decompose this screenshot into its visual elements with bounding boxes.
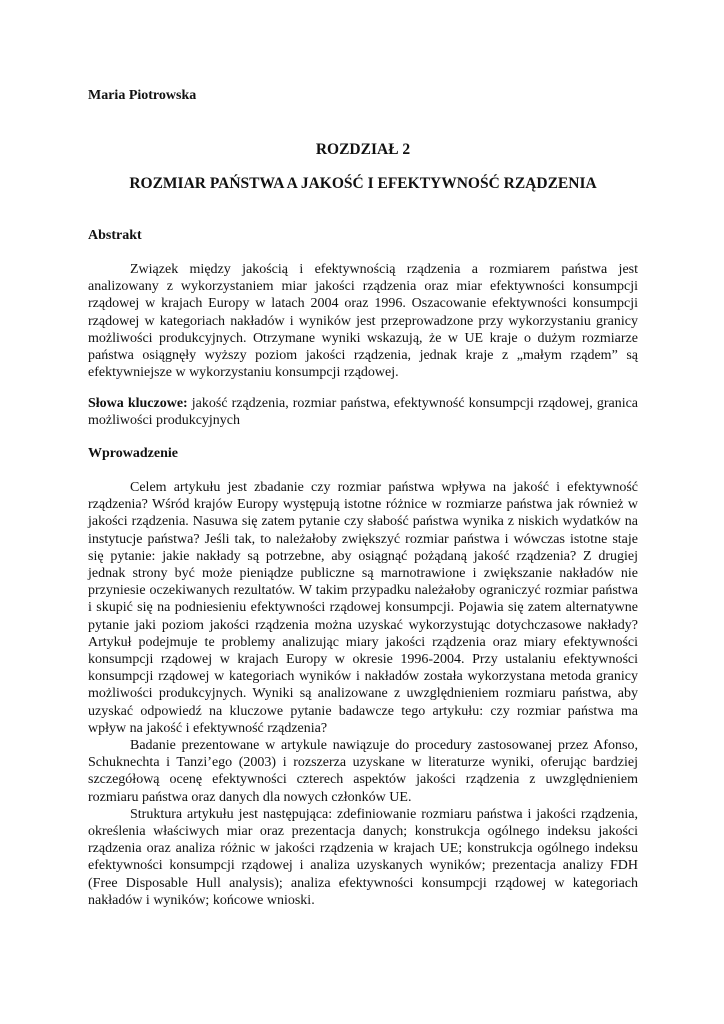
keywords-paragraph xyxy=(88,395,638,429)
abstract-text: Związek między jakością i efektywnością rządzenia a rozmiarem państwa jest analizowany z wykorzystaniem miar jakości rządzenia oraz miar efektywności konsumpcji rządowej w krajach Europy w latach 2004 oraz 1996. Oszacowanie efektywności konsumpcji rządowej w kategoriach nakładów i wyników jest przeprowadzone przy wykorzystaniu granicy możliwości produkcyjnych. Otrzymane wyniki wskazują, że w UE kraje o dużym rozmiarze państwa osiągnęły wyższy poziom jakości rządzenia, jednak kraje z „małym rządem” są efektywniejsze w wykorzystaniu konsumpcji rządowej. xyxy=(88,262,638,381)
intro-paragraph-2: Badanie prezentowane w artykule nawiązuje do procedury zastosowanej przez Afonso, Schuknechta i Tanzi’ego (2003) i rozszerza uzyskane w literaturze wyniki, oferując bardziej szczegółową ocenę efektywności czterech aspektów jakości rządzenia z uwzględnieniem rozmiaru państwa oraz danych dla nowych członków UE. xyxy=(88,738,638,805)
author-name: Maria Piotrowska xyxy=(88,88,197,103)
chapter-label: ROZDZIAŁ 2 xyxy=(315,141,411,158)
intro-paragraph-3: Struktura artykułu jest następująca: zdefiniowanie rozmiaru państwa i jakości rządzenia, określenia właściwych miar oraz prezentacja danych; konstrukcja ogólnego indeksu jakości rządzenia oraz analiza różnic w jakości rządzenia w krajach UE; konstrukcja ogólnego indeksu efektywności konsumpcji rządowej i analiza uzyskanych wyników; prezentacja analizy FDH (Free Disposable Hull analysis); analiza efektywności konsumpcji rządowej w kategoriach nakładów i wyników; końcowe wnioski. xyxy=(88,806,638,908)
intro-paragraph-1: Celem artykułu jest zbadanie czy rozmiar państwa wpływa na jakość i efektywność rządzenia? Wśród krajów Europy występują istotne różnice w rozmiarze państwa jak również w jakości rządzenia. Nasuwa się zatem pytanie czy słabość państwa wynika z niskich wydatków na instytucje państwa? Jeśli tak, to należałoby zwiększyć rozmiar państwa i wówczas istotne staje się pytanie: jakie nakłady są potrzebne, aby osiągnąć pożądaną jakość rządzenia? Z drugiej jednak strony być może pieniądze publiczne są marnotrawione i zwiększanie nakładów nie przyniesie oczekiwanych rezultatów. W takim przypadku należałoby ograniczyć rozmiar państwa i skupić się na podniesieniu efektywności rządowej konsumpcji. Pojawia się zatem alternatywne pytanie jaki poziom jakości rządzenia można uzyskać wykorzystując dotychczasowe nakłady? Artykuł podejmuje te problemy analizując miary jakości rządzenia oraz miary efektywności konsumpcji rządowej w krajach Europy w okresie 1996-2004. Przy ustalaniu efektywności konsumpcji rządowej w kategoriach wyników i nakładów została wykorzystana metoda granicy możliwości produkcyjnych. Wyniki są analizowane z uwzględnieniem rozmiaru państwa, aby uzyskać odpowiedź na kluczowe pytanie badawcze tego artykułu: czy rozmiar państwa ma wpływ na jakość i efektywność rządzenia? xyxy=(88,480,638,736)
introduction-body xyxy=(88,479,638,909)
abstract-heading: Abstrakt xyxy=(88,228,142,243)
introduction-heading: Wprowadzenie xyxy=(88,446,178,461)
abstract-body xyxy=(88,261,638,381)
keywords-block xyxy=(88,395,638,429)
chapter-title: ROZMIAR PAŃSTWA A JAKOŚĆ I EFEKTYWNOŚĆ RZĄDZENIA xyxy=(129,175,597,192)
keywords-label: Słowa kluczowe: xyxy=(88,396,188,411)
keywords-text: jakość rządzenia, rozmiar państwa, efektywność konsumpcji rządowej, granica możliwości produkcyjnych xyxy=(88,396,639,429)
